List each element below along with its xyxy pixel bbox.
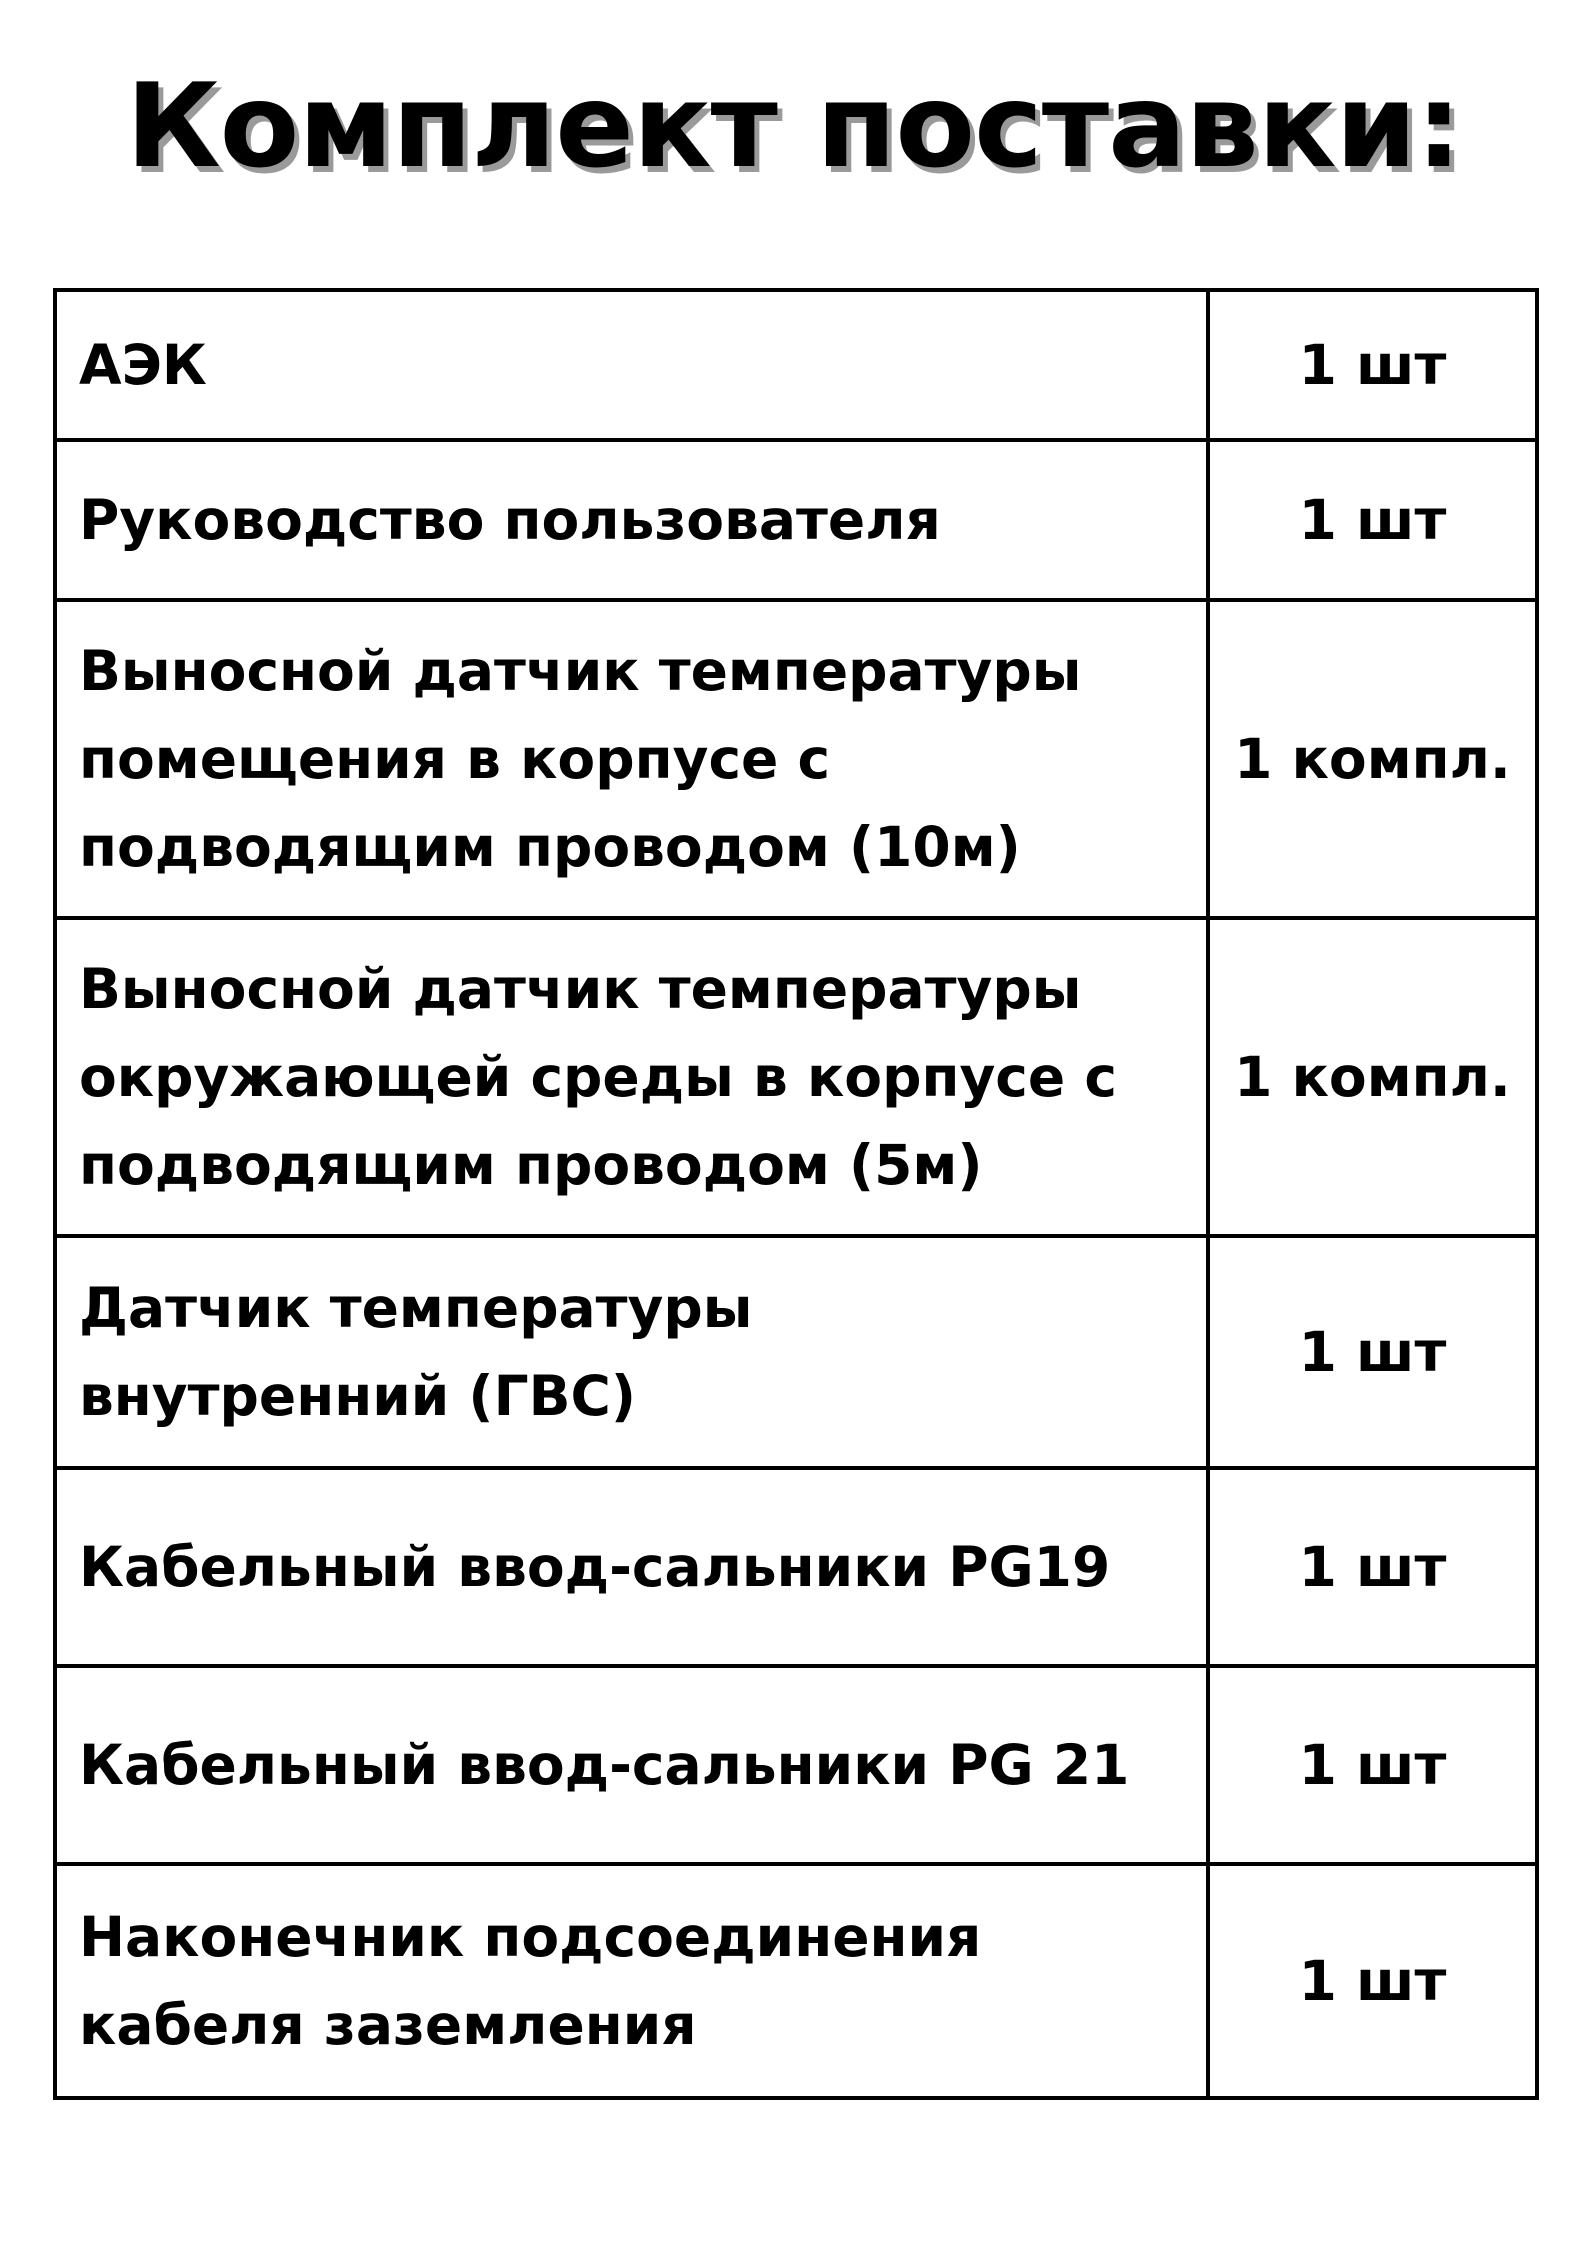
- item-name-cell: Выносной датчик температуры помещения в корпусе с подводящим проводом (10м): [57, 602, 1210, 916]
- item-quantity-cell: 1 шт: [1298, 488, 1447, 552]
- item-quantity-cell: 1 шт: [1298, 1320, 1447, 1384]
- delivery-set-table: [53, 288, 1539, 2100]
- table-row: [57, 442, 1535, 602]
- item-name-cell: Кабельный ввод-сальники PG19: [57, 1470, 1210, 1664]
- item-quantity-cell: 1 компл.: [1234, 727, 1511, 791]
- page-title: Комплект поставки:: [125, 59, 1462, 194]
- item-name-cell: Наконечник подсоединения кабеля заземления: [57, 1866, 1210, 2096]
- table-row: [57, 292, 1535, 442]
- table-row: [57, 1470, 1535, 1668]
- item-quantity-cell: 1 компл.: [1234, 1045, 1511, 1109]
- item-name-cell: Датчик температуры внутренний (ГВС): [57, 1238, 1210, 1466]
- table-row: [57, 1866, 1535, 2096]
- item-quantity-cell: 1 шт: [1298, 333, 1447, 397]
- item-name-cell: Руководство пользователя: [57, 442, 1210, 598]
- item-quantity-cell: 1 шт: [1298, 1535, 1447, 1599]
- item-quantity-cell: 1 шт: [1298, 1949, 1447, 2013]
- table-row: [57, 920, 1535, 1238]
- item-name-cell: Выносной датчик температуры окружающей среды в корпусе с подводящим проводом (5м): [57, 920, 1210, 1234]
- table-row: [57, 602, 1535, 920]
- item-name-cell: Кабельный ввод-сальники PG 21: [57, 1668, 1210, 1862]
- item-quantity-cell: 1 шт: [1298, 1733, 1447, 1797]
- table-row: [57, 1238, 1535, 1470]
- table-row: [57, 1668, 1535, 1866]
- item-name-cell: АЭК: [57, 292, 1210, 438]
